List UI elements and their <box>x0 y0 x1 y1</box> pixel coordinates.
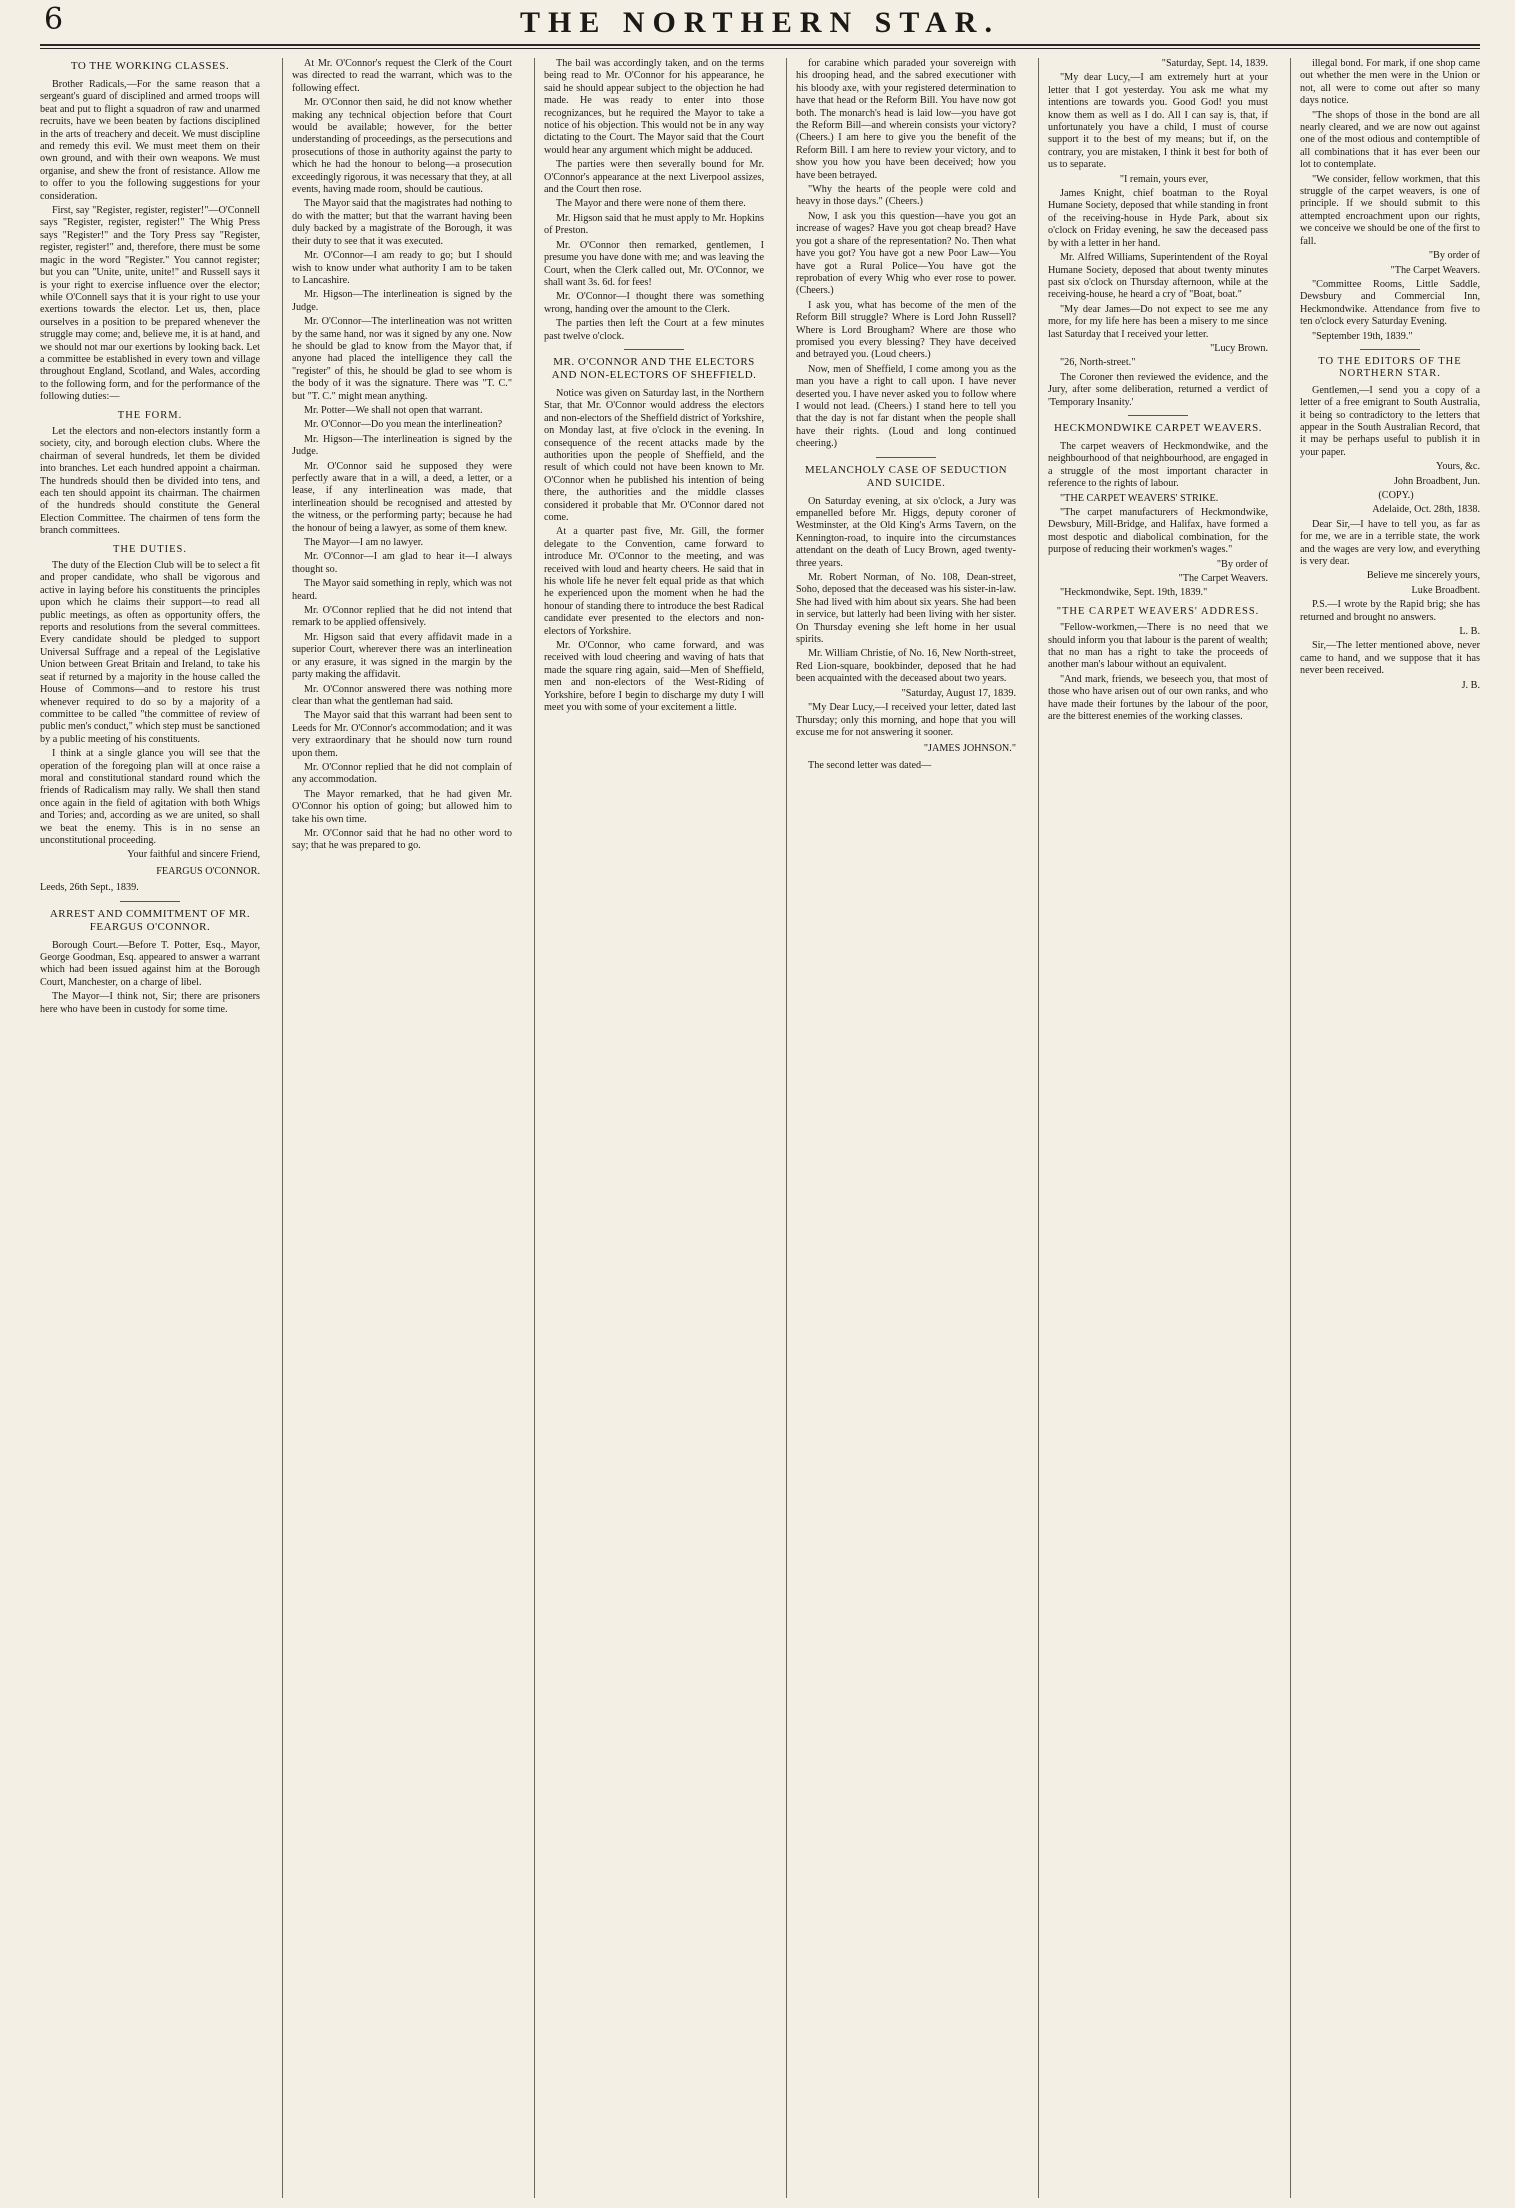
paragraph: The carpet weavers of Heckmondwike, and the neighbourhood of that neighbourhood, are engaged in a struggle of the most important character in reference to the rights of labour. <box>1048 440 1268 490</box>
subheading: THE FORM. <box>117 409 183 421</box>
page-number: 6 <box>44 2 64 37</box>
column-divider <box>534 58 535 2198</box>
signature: "JAMES JOHNSON." <box>923 743 1016 755</box>
paragraph: Mr. O'Connor replied that he did not intend that remark to be applied offensively. <box>292 605 512 629</box>
divider <box>624 349 684 350</box>
paragraph: "Committee Rooms, Little Saddle, Dewsbury and Commercial Inn, Heckmondwike. Attendance from five to ten o'clock every Saturday Evening. <box>1300 278 1480 328</box>
paragraph: Mr. Higson—The interlineation is signed by the Judge. <box>292 289 512 313</box>
paragraph: Mr. O'Connor answered there was nothing more clear than what the gentleman had said. <box>292 683 512 707</box>
paragraph: Mr. Alfred Williams, Superintendent of the Royal Humane Society, deposed that about twenty minutes past six o'clock on Thursday afternoon, while at the receiving-house, he heard a cry of "Boat, boat." <box>1048 252 1268 301</box>
paragraph: Believe me sincerely yours, <box>1366 570 1480 582</box>
paragraph: "The Carpet Weavers. <box>1178 573 1268 585</box>
paragraph: Mr. Higson—The interlineation is signed by the Judge. <box>292 433 512 458</box>
paragraph: Mr. Potter—We shall not open that warrant. <box>304 404 483 416</box>
paragraph: "September 19th, 1839." <box>1312 330 1413 342</box>
paragraph: At Mr. O'Connor's request the Clerk of the Court was directed to read the warrant, which was to the following effect. <box>292 58 512 94</box>
column-divider <box>282 58 283 2198</box>
paragraph: P.S.—I wrote by the Rapid brig; she has returned and brought no answers. <box>1300 599 1480 623</box>
column-3 <box>544 58 764 2198</box>
divider <box>876 457 936 458</box>
paragraph: The duty of the Election Club will be to select a fit and proper candidate, who shall be vigorous and active in laying before his constituents the principles upon which he claims their support—to read all public meetings, as often as opportunity offers, the reports and resolutions from the several committees. Every candidate should be pledged to support Universal Suffrage and a repeal of the Legislative Union between Great Britain and Ireland, to take his seat if returned by a majority in the house called the House of Commons—and to restore his trust whenever required to do so by a majority of a committee to be called "the committee of review of public men's conduct," which step must be sanctioned by a public meeting of his constituents. <box>40 560 260 745</box>
paragraph: J. B. <box>1461 679 1480 691</box>
paragraph: Yours, &c. <box>1436 461 1480 473</box>
paragraph: Notice was given on Saturday last, in the Northern Star, that Mr. O'Connor would address the electors and non-electors of the Sheffield district of Yorkshire, on Monday last, at five o'clock in the evening. In consequence of the recent attacks made by the authorities upon the people of Sheffield, and the result of which could not have been known to Mr. O'Connor when he published his intention of being there, the authorities and the middle classes considered it probable that Mr. O'Connor dared not come. <box>544 387 764 523</box>
paragraph: "We consider, fellow workmen, that this struggle of the carpet weavers, is one of principle. If we should submit to this attempted encroachment upon our rights, we conceive we should be one of the first to fall. <box>1300 173 1480 247</box>
paragraph: for carabine which paraded your sovereign with his drooping head, and the sabred executioner with his bloody axe, with your registered determination to have that head or the Reform Bill. You have now got both. The monarch's head is laid low—you have got the Reform Bill—and wherein consists your victory? (Cheers.) I am here to give you the benefit of the Reform Bill. I am here to review your victory, and to show you how you have been deceived; how you have been betrayed. <box>796 58 1016 181</box>
paragraph: Mr. O'Connor—I am glad to hear it—I always thought so. <box>292 551 512 575</box>
paragraph: The Mayor said that the magistrates had nothing to do with the matter; but that the warrant having been duly backed by a magistrate of the Borough, it was their duty to see that it was executed. <box>292 198 512 247</box>
column-1 <box>40 58 260 2198</box>
paper-title: THE NORTHERN STAR. <box>520 6 1000 39</box>
divider <box>1360 349 1420 350</box>
paragraph: "26, North-street." <box>1060 357 1136 369</box>
paragraph: The Mayor—I think not, Sir; there are prisoners here who have been in custody for some time. <box>40 991 260 1015</box>
paragraph: "Heckmondwike, Sept. 19th, 1839." <box>1060 587 1208 599</box>
paragraph: The Coroner then reviewed the evidence, and the Jury, after some deliberation, returned a verdict of 'Temporary Insanity.' <box>1048 371 1268 408</box>
paragraph: Now, I ask you this question—have you got an increase of wages? Have you got cheap bread? Have you got a share of the representation? No. Then what have you got? You have got a new Poor Law—You have got a Rural Police—You have got the reprobation of every Whig who ever rose to power. (Cheers.) <box>796 210 1016 297</box>
article-heading: HECKMONDWIKE CARPET WEAVERS. <box>1053 421 1263 434</box>
paragraph: "My dear James—Do not expect to see me any more, for my life here has been a misery to me since last Saturday that I received your letter. <box>1048 303 1268 340</box>
dateline: Leeds, 26th Sept., 1839. <box>40 882 139 894</box>
paragraph: Mr. O'Connor replied that he did not complain of any accommodation. <box>292 761 512 786</box>
paragraph: Mr. O'Connor then remarked, gentlemen, I presume you have done with me; and was leaving the Court, when the Clerk called out, Mr. O'Connor, we shall want 3s. 6d. for fees! <box>544 239 764 288</box>
subheading: TO THE EDITORS OF THE NORTHERN STAR. <box>1318 355 1462 380</box>
paragraph: Mr. O'Connor—I thought there was something wrong, handing over the amount to the Clerk. <box>544 291 764 315</box>
paragraph: I ask you, what has become of the men of the Reform Bill struggle? Where is Lord John Russell? Where is Lord Brougham? Where are those who promised you every blessing? They have deceived and betrayed you. (Loud cheers.) <box>796 299 1016 361</box>
column-6 <box>1300 58 1480 2198</box>
paragraph: The bail was accordingly taken, and on the terms being read to Mr. O'Connor for his appearance, he said he should appear subject to the objection he had made. He was ready to enter into those recognizances, but he required the Mayor to take a notice of his objection. This would not be in any way dictating to the Court. The Mayor said that the Court would hear any argument which might be adduced. <box>544 58 764 156</box>
paragraph: Mr. O'Connor then said, he did not know whether making any technical objection before that Court would be available; however, for the better understanding of proceedings, as the persecutions and prosecutions of those in authority against the party to which he had the honour to belong—a prosecution exceedingly rigorous, it was necessary that they, at all events, having made room, should be cautious. <box>292 97 512 196</box>
paragraph: Dear Sir,—I have to tell you, as far as for me, we are in a terrible state, the work and the wages are very low, and everything is very dear. <box>1300 518 1480 568</box>
article-heading: MR. O'CONNOR AND THE ELECTORS AND NON-ELECTORS OF SHEFFIELD. <box>551 355 757 381</box>
paragraph: "I remain, yours ever, <box>1119 173 1209 185</box>
paragraph: On Saturday evening, at six o'clock, a Jury was empanelled before Mr. Higgs, deputy coroner of Westminster, at the Old King's Arms Tavern, on the Kennington-road, to inquire into the circumstances attendant on the death of Lucy Brown, aged twenty-three years. <box>796 495 1016 569</box>
paragraph: "My dear Lucy,—I am extremely hurt at your letter that I got yesterday. You ask me what my intentions are towards you. Good God! you must know them as well as I do. All I can say is, that, if unfortunately you have a child, I must of course support it to the best of my means; but if, on the contrary, you are mistaken, I think it best for both of us to separate. <box>1048 72 1268 171</box>
paragraph: Now, men of Sheffield, I come among you as the man you have a right to call upon. I have never deserted you. I have never asked you to follow where I would not lead. (Cheers.) I stand here to tell you that the day is not far distant when the people shall have their rights. (Loud and long continued cheering.) <box>796 363 1016 450</box>
paragraph: The parties were then severally bound for Mr. O'Connor's appearance at the next Liverpool assizes, and the Court then rose. <box>544 159 764 196</box>
paragraph: "Why the hearts of the people were cold and heavy in those days." (Cheers.) <box>796 184 1016 208</box>
paragraph: Borough Court.—Before T. Potter, Esq., Mayor, George Goodman, Esq. appeared to answer a warrant which had been issued against him at the Borough Court, Manchester, on a charge of libel. <box>40 939 260 988</box>
divider <box>1128 415 1188 416</box>
paragraph: Mr. O'Connor—Do you mean the interlineation? <box>304 419 503 431</box>
paragraph: The Mayor remarked, that he had given Mr. O'Connor his option of going; but allowed him to take his own time. <box>292 788 512 825</box>
paragraph: "The carpet manufacturers of Heckmondwike, Dewsbury, Mill-Bridge, and Halifax, have formed a most despotic and diabolical combination, for the purpose of reducing their workmen's wages." <box>1048 507 1268 556</box>
column-divider <box>1038 58 1039 2198</box>
paragraph: "The shops of those in the bond are all nearly cleared, and we are now out against one of the most odious and contemptible of all combinations that it has ever been our lot to contemplate. <box>1300 109 1480 171</box>
paragraph: First, say "Register, register, register!"—O'Connell says "Register, register, register!" The Whig Press says "Register!" and the Tory Press say "Register, register, register!" and, therefore, there must be some magic in the word "Register." You cannot register; but you can "Unite, unite, unite!" and Russell says it is your right to exercise influence over the elector; while O'Connell says that it is your right to use your exertions towards the elector. Let us, then, place ourselves in a position to be prepared whenever the struggle may come; and, believe me, it is at hand, and we should not mar our exertions by looking back. Let a committee be established in every town and village throughout England, Scotland, and Wales, according to the following form, and for the performance of the following duties:— <box>40 205 260 403</box>
paragraph: "My Dear Lucy,—I received your letter, dated last Thursday; only this morning, and hope that you will excuse me for not answering it sooner. <box>796 702 1016 738</box>
paragraph: Mr. Robert Norman, of No. 108, Dean-street, Soho, deposed that the deceased was his sister-in-law. She had lived with him about six years. She had been in service, but latterly had been living with her sister. On Thursday evening she left home in her usual spirits. <box>796 572 1016 646</box>
paragraph: "Saturday, August 17, 1839. <box>901 687 1016 699</box>
paragraph: James Knight, chief boatman to the Royal Humane Society, deposed that while standing in front of the receiving-house in Hyde Park, about six o'clock on Friday evening, he saw the deceased pass by with a letter in her hand. <box>1048 188 1268 249</box>
paragraph: Mr. O'Connor—The interlineation was not written by the same hand, nor was it signed by any one. Now he should be glad to know from the Mayor that, if anyone had placed the intelligence they call the "register" of this, he should be glad to see whom is the body of it was the signature. There was "T. C." but "T. C." might mean anything. <box>292 316 512 402</box>
paragraph: Adelaide, Oct. 28th, 1838. <box>1372 504 1480 516</box>
paragraph: Mr. Higson said that he must apply to Mr. Hopkins of Preston. <box>544 212 764 237</box>
article-heading: ARREST AND COMMITMENT OF MR. FEARGUS O'CONNOR. <box>49 907 251 933</box>
paragraph: Let the electors and non-electors instantly form a society, city, and borough election clubs. Where the chairman of several hundreds, let them be divided into branches. Let each hundred appoint a chairman. The hundreds should then be divided into tens, and each ten should appoint its chairman. The chairmen of the hundreds should constitute the General Election Committee. The chairmen of tens form the branch committees. <box>40 425 260 537</box>
paragraph: "Saturday, Sept. 14, 1839. <box>1161 58 1268 69</box>
column-divider <box>786 58 787 2198</box>
paragraph: "Lucy Brown. <box>1210 342 1268 354</box>
masthead <box>40 0 1480 46</box>
paragraph: Your faithful and sincere Friend, <box>127 849 260 861</box>
column-4 <box>796 58 1016 2198</box>
article-heading: MELANCHOLY CASE OF SEDUCTION AND SUICIDE. <box>804 463 1008 489</box>
paragraph: Mr. O'Connor, who came forward, and was received with loud cheering and waving of hats that made the square ring again, said—Men of Sheffield, men and non-electors of the West-Riding of Yorkshire, before I begin to discharge my duty I will meet you with some of your excitement a little. <box>544 640 764 714</box>
paragraph: The Mayor—I am no lawyer. <box>304 537 424 549</box>
paragraph: "Fellow-workmen,—There is no need that we should inform you that labour is the parent of wealth; that no man has a right to take the proceeds of another man's labour without an equivalent. <box>1048 622 1268 671</box>
paragraph: "The Carpet Weavers. <box>1390 264 1480 276</box>
paragraph: Mr. O'Connor said that he had no other word to say; that he was prepared to go. <box>292 827 512 852</box>
paragraph: Mr. O'Connor said he supposed they were perfectly aware that in a will, a deed, a letter, or a lease, if any interlineation was made, that interlineation should be recognised and attested by the witness, or the performing party; because he had the honour of being a lawyer, as some of them knew. <box>292 460 512 534</box>
signature: FEARGUS O'CONNOR. <box>156 865 260 877</box>
paragraph: Sir,—The letter mentioned above, never came to hand, and we suppose that it has never been received. <box>1300 640 1480 677</box>
divider <box>120 901 180 902</box>
paragraph: The parties then left the Court at a few minutes past twelve o'clock. <box>544 318 764 342</box>
paragraph: The Mayor said something in reply, which was not heard. <box>292 578 512 602</box>
paragraph: "By order of <box>1216 558 1268 570</box>
paragraph: John Broadbent, Jun. <box>1393 475 1480 487</box>
paragraph: Mr. Higson said that every affidavit made in a superior Court, wherever there was an interlineation or any erasure, it was signed in the margin by the party making the affidavit. <box>292 631 512 681</box>
paragraph: At a quarter past five, Mr. Gill, the former delegate to the Convention, came forward to introduce Mr. O'Connor to the meeting, and was received with loud and hearty cheers. He said that in his whole life he never felt equal pride as that which he experienced upon the moment when he had the honour of standing there to introduce the best Radical candidate ever presented to the electors and non-electors of Yorkshire. <box>544 526 764 637</box>
subheading: THE DUTIES. <box>113 543 187 555</box>
column-divider <box>1290 58 1291 2198</box>
paragraph: "THE CARPET WEAVERS' STRIKE. <box>1060 492 1219 504</box>
paragraph: The Mayor and there were none of them there. <box>556 198 746 210</box>
paragraph: The Mayor said that this warrant had been sent to Leeds for Mr. O'Connor's accommodation; and it was very extraordinary that he should now turn round upon them. <box>292 710 512 759</box>
column-5 <box>1048 58 1268 2198</box>
column-2 <box>292 58 512 2198</box>
paragraph: Luke Broadbent. <box>1411 584 1480 596</box>
subheading: "THE CARPET WEAVERS' ADDRESS. <box>1056 605 1260 617</box>
paragraph: I think at a single glance you will see that the operation of the foregoing plan will at once raise a moral and constitutional standard round which the friends of Radicalism may rally. We shall then stand once again in the field of agitation with both Whigs and Tories; and, according as we are united, so shall we beat the enemy. This is in no sense an unconstitutional proceeding. <box>40 748 260 846</box>
paragraph: L. B. <box>1459 626 1480 638</box>
article-heading: TO THE WORKING CLASSES. <box>70 60 230 72</box>
paragraph: Mr. William Christie, of No. 16, New North-street, Red Lion-square, bookbinder, deposed that he had been acquainted with the deceased about two years. <box>796 648 1016 685</box>
paragraph: (COPY.) <box>1378 490 1414 501</box>
paragraph: Gentlemen,—I send you a copy of a letter of a free emigrant to South Australia, it being so contradictory to the letters that appear in the South Australian Record, that it may be perhaps useful to publish it in your paper. <box>1300 384 1480 458</box>
paragraph: "And mark, friends, we beseech you, that most of those who have arisen out of our own ranks, and who have made their fortunes by the labour of the poor, are the bitterest enemies of the working classes. <box>1048 673 1268 723</box>
header-rule <box>40 48 1480 49</box>
paragraph: The second letter was dated— <box>808 759 932 771</box>
paragraph: Mr. O'Connor—I am ready to go; but I should wish to know under what authority I am to be taken to Lancashire. <box>292 250 512 286</box>
paragraph: "By order of <box>1428 250 1480 262</box>
paragraph: illegal bond. For mark, if one shop came out whether the men were in the Union or not, all were to come out after so many days notice. <box>1300 58 1480 107</box>
paragraph: Brother Radicals,—For the same reason that a sergeant's guard of disciplined and armed troops will beat and put to flight a squadron of raw and unarmed recruits, have we been beaten by factions disciplined in the arts of treachery and deceit. We must discipline and remedy this evil. We must meet them on their own ground, and with their own weapons. We must organise, and shew the front of resistance. Allow me to offer to you the following suggestions for your consideration. <box>40 79 260 202</box>
